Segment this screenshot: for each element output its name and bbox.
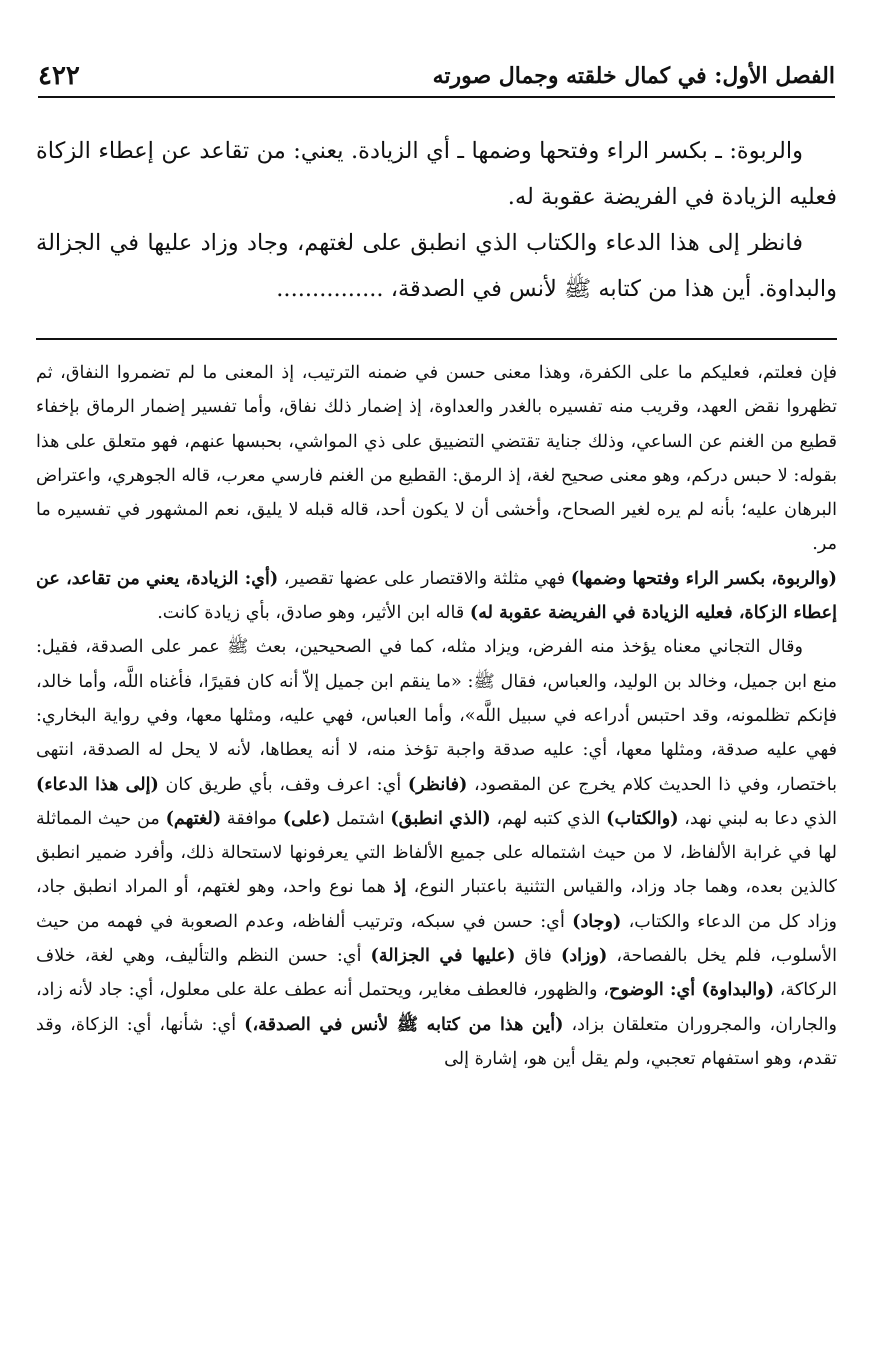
quoted-matn: (وزاد) (561, 945, 608, 967)
quoted-matn: (والكتاب) (606, 807, 679, 829)
commentary-span: فهي مثلثة والاقتصار على عضها تقصير، (278, 568, 571, 589)
commentary-span: أي: حسن النظم والتأليف، وهي لغة، خلاف الركاكة، (36, 946, 837, 1001)
main-paragraph-2 (36, 220, 837, 312)
commentary-span: ، والظهور، فالعطف مغاير، ويحتمل أنه عطف علة على معلول، أي: جاد لأنه زاد، والجاران، والمجروران متعلقان بزاد، (36, 980, 837, 1035)
commentary-span: من حيث المماثلة لها في غرابة الألفاظ، لا من حيث اشتماله على جميع الألفاظ التي يعرفونها لاستحالة ذلك، وأفرد ضمير انطبق كالذين بعده، وهما جاد وزاد، والقياس التثنية باعتبار النوع، (36, 808, 837, 898)
commentary-span: أي: حسن في سبكه، وترتيب ألفاظه، وعدم الصعوبة في فهمه من حيث الأسلوب، فلم يخل بالفصاحة، (36, 911, 837, 967)
quoted-matn: (فانظر) (407, 773, 468, 795)
quoted-matn: (والربوة، بكسر الراء وفتحها وضمها) (570, 567, 838, 589)
commentary-span: قاله ابن الأثير، وهو صادق، بأي زيادة كانت. (157, 603, 470, 624)
quoted-matn: (أين هذا من كتابه ﷺ لأنس في الصدقة،) (244, 1013, 564, 1035)
commentary-text (36, 356, 837, 1076)
quoted-matn: (لغتهم) (165, 807, 222, 829)
commentary-span: أي: شأنها، أي: الزكاة، وقد تقدم، وهو استفهام تعجبي، ولم يقل أين هو، إشارة إلى (36, 1014, 837, 1069)
page-header (38, 56, 835, 98)
commentary-span: اشتمل (330, 808, 391, 829)
quoted-matn: أي: الوضوح (608, 979, 702, 1001)
quoted-matn: (وجاد) (572, 910, 622, 932)
quoted-matn: (أي: الزيادة، يعني من تقاعد، عن إعطاء الزكاة، فعليه الزيادة في الفريضة عقوبة له) (36, 567, 837, 624)
commentary-span: أي: اعرف وقف، بأي طريق كان (158, 774, 408, 795)
footnote-divider (36, 338, 837, 340)
quoted-matn: (والبداوة) (701, 979, 775, 1001)
chapter-title: الفصل الأول: في كمال خلقته وجمال صورته (432, 63, 835, 89)
ellipsis-dots: ............... (276, 276, 384, 302)
commentary-span: هما نوع واحد، وهو لغتهم، أو المراد انطبق جاد، وزاد كل من الدعاء والكتاب، (36, 877, 837, 932)
quoted-matn: (إلى هذا الدعاء) (36, 773, 159, 795)
commentary-paragraph-3 (36, 630, 837, 1076)
main-paragraph-1: والربوة: ـ بكسر الراء وفتحها وضمها ـ أي الزيادة. يعني: من تقاعد عن إعطاء الزكاة فعليه الزيادة في الفريضة عقوبة له. (36, 138, 837, 210)
commentary-span: موافقة (221, 808, 283, 829)
quoted-matn: إذ (393, 876, 407, 898)
page-number: ٤٢٢ (38, 61, 80, 91)
main-text (36, 128, 837, 312)
commentary-span: وقال التجاني معناه يؤخذ منه الفرض، ويزاد مثله، كما في الصحيحين، بعث ﷺ عمر على الصدقة، فقيل: منع ابن جميل، وخالد بن الوليد، والعباس، فقال ﷺ: «ما ينقم ابن جميل إلاّ أنه كان فقيرًا، فأغناه اللَّه، وأما خالد، فإنكم تظلمونه، وقد احتبس أدراعه في سبيل اللَّه»، وأما العباس، فهي عليه، ومثلها معها، وفي رواية البخاري: فهي عليه صدقة، ومثلها معها، أي: عليه صدقة واجبة تؤخذ منه، لا أنه يعطاها، لأنه لا يحل له الصدقة، انتهى باختصار، وفي ذا الحديث كلام يخرج عن المقصود، (36, 637, 837, 795)
quoted-matn: (الذي انطبق) (390, 807, 491, 829)
commentary-span: الذي دعا به لبني نهد، (678, 808, 837, 829)
commentary-span: الذي كتبه لهم، (490, 808, 607, 829)
commentary-paragraph-2 (36, 562, 837, 631)
commentary-paragraph-1: فإن فعلتم، فعليكم ما على الكفرة، وهذا معنى حسن في ضمنه الترتيب، إذ المعنى ما لم تضمروا النفاق، ثم تظهروا نقض العهد، وقريب منه تفسيره بالغدر والعداوة، إذ إضمار ذلك نفاق، وأما تفسير إضمار الرماق بإخفاء قطيع من الغنم عن الساعي، وذلك جناية تقتضي التضييق على ذي المواشي، بحبسها عنهم، فهو متعلق على هذا بقوله: لا حبس دركم، وهو معنى صحيح لغة، إذ الرمق: القطيع من الغنم فارسي معرب، قاله الجوهري، واعتراض البرهان عليه؛ بأنه لم يره لغير الصحاح، وأخشى أن لا يكون أحد، قاله قبله لا يليق، نعم المشهور في تفسيره ما مر. (36, 363, 837, 555)
commentary-span: فاق (515, 946, 561, 967)
quoted-matn: (على) (282, 807, 331, 829)
main-paragraph-2-text: فانظر إلى هذا الدعاء والكتاب الذي انطبق على لغتهم، وجاد وزاد عليها في الجزالة والبداوة. أين هذا من كتابه ﷺ لأنس في الصدقة، (36, 230, 837, 302)
quoted-matn: (عليها في الجزالة) (370, 945, 516, 967)
